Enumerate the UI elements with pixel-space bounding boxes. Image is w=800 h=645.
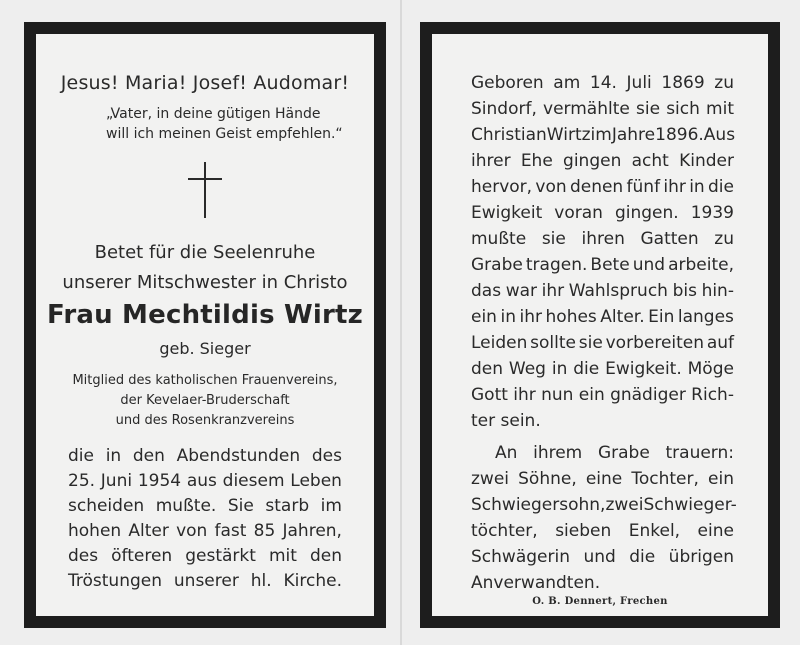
biography-line: ihrer Ehe gingen acht Kinder (471, 151, 734, 171)
biography-line: Gott ihr nun ein gnädiger Rich- (471, 385, 734, 405)
left-card (24, 22, 386, 628)
mourners-line: Schwiegersohn, zwei Schwieger- (471, 495, 737, 515)
membership-line: Mitglied des katholischen Frauenvereins, (72, 373, 338, 388)
biography-line: Leiden sollte sie vorbereiten auf (471, 333, 734, 353)
death-line: 25. Juni 1954 aus diesem Leben (68, 471, 342, 491)
prayer-line: unserer Mitschwester in Christo (62, 272, 348, 293)
maiden-name: geb. Sieger (159, 339, 251, 358)
death-line: die in den Abendstunden des (68, 446, 342, 466)
death-line: hohen Alter von fast 85 Jahren, (68, 521, 342, 541)
mourners-line: töchter, sieben Enkel, eine (471, 521, 734, 541)
biography-line: ter sein. (471, 411, 541, 431)
biography-line: Grabe tragen. Bete und arbeite, (471, 255, 734, 275)
invocation: Jesus! Maria! Josef! Audomar! (60, 72, 350, 94)
biography-line: ein in ihr hohes Alter. Ein langes (471, 307, 734, 327)
biography (471, 70, 737, 596)
death-line: Tröstungen unserer hl. Kirche. (68, 571, 342, 591)
scripture-quote (106, 104, 354, 144)
membership-line: der Kevelaer-Bruderschaft (120, 393, 290, 408)
mourners-line: zwei Söhne, eine Tochter, ein (471, 469, 734, 489)
prayer-line: Betet für die Seelenruhe (94, 242, 316, 263)
death-line: scheiden mußte. Sie starb im (68, 496, 342, 516)
quote-line: „Vater, in deine gütigen Hände (106, 106, 321, 122)
biography-line: Geboren am 14. Juli 1869 zu (471, 73, 734, 93)
membership-line: und des Rosenkranzvereins (115, 413, 295, 428)
mourners-line: An ihrem Grabe trauern: (495, 443, 734, 463)
memberships (36, 371, 374, 431)
latin-cross-icon (188, 162, 222, 218)
prayer-request (36, 238, 374, 298)
biography-line: den Weg in die Ewigkeit. Möge (471, 359, 734, 379)
biography-line: mußte sie ihren Gatten zu (471, 229, 734, 249)
deceased-name: Frau Mechtildis Wirtz (47, 300, 363, 330)
mourners-line: Anverwandten. (471, 573, 601, 593)
biography-line: Christian Wirtz im Jahre 1896. Aus (471, 125, 736, 145)
quote-line: will ich meinen Geist empfehlen.“ (106, 126, 343, 142)
printer-imprint: O. B. Dennert, Frechen (532, 596, 668, 607)
biography-line: das war ihr Wahlspruch bis hin- (471, 281, 734, 301)
biography-line: hervor, von denen fünf ihr in die (471, 177, 734, 197)
biography-line: Sindorf, vermählte sie sich mit (471, 99, 734, 119)
death-line: des öfteren gestärkt mit den (68, 546, 342, 566)
death-notice (68, 444, 342, 594)
mourners-line: Schwägerin und die übrigen (471, 547, 734, 567)
biography-line: Ewigkeit voran gingen. 1939 (471, 203, 734, 223)
right-card (420, 22, 780, 628)
card-fold (400, 0, 402, 645)
